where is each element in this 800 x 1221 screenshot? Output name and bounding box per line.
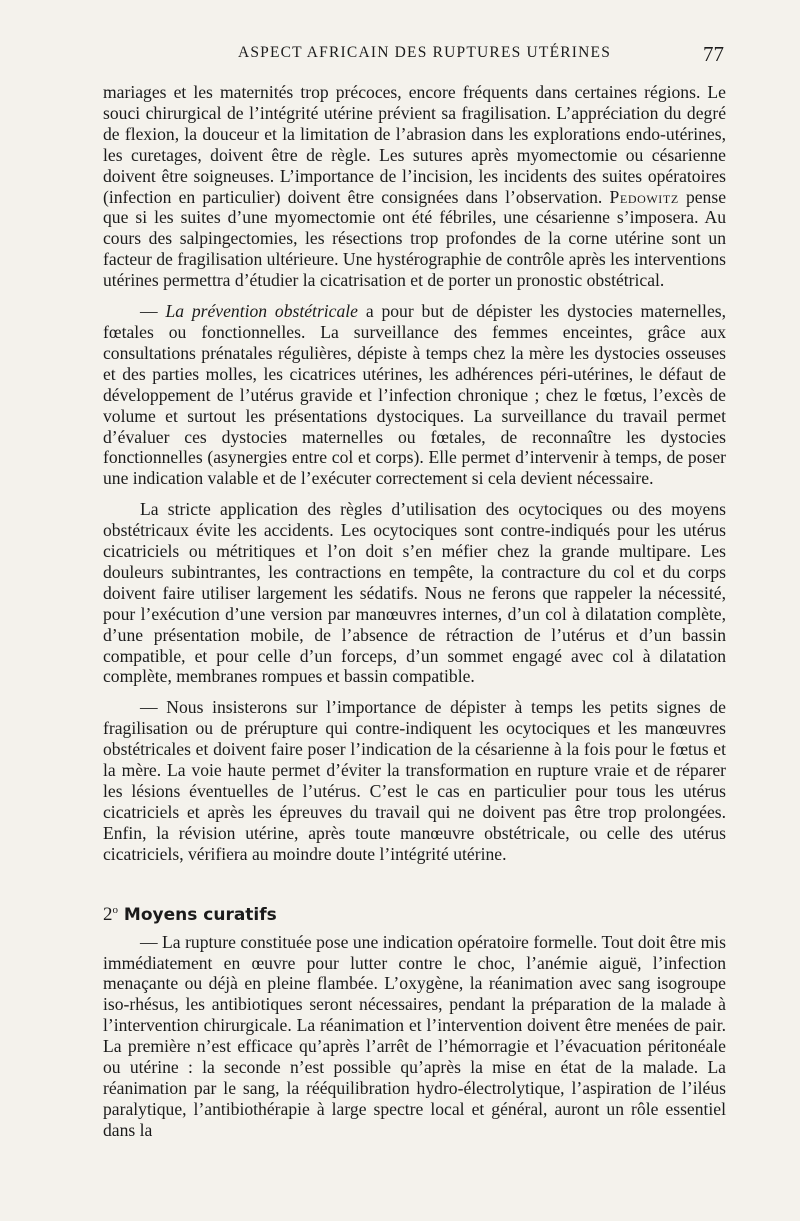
paragraph-text: a pour but de dépister les dystocies maternelles, fœtales ou fonctionnelles. La surveillance des femmes enceintes, grâce aux consultations prénatales régulières, dépiste à temps chez la mère les dystocies osseuses et des parties molles, les cicatrices utérines, les adhérences péri-utérines, le défaut de développement de l’utérus gravide et l’infection chronique ; chez le fœtus, l’excès de volume et surtout les présentations dystociques. La surveillance du travail permet d’évaluer ces dystocies maternelles ou fœtales, de reconnaître les dystocies fonctionnelles (asynergies entre col et corps). Elle permet d’intervenir à temps, de poser une indication valable et de l’exécuter correctement si cela devient nécessaire. <box>103 301 726 489</box>
paragraph-lead-italic: La prévention obstétricale <box>165 301 358 322</box>
section-number <box>103 904 118 925</box>
paragraph-text: pense que si les suites d’une myomectomie ont été fébriles, une césarienne s’imposera. Au cours des salpingectomies, les résections trop profondes de la corne utérine sont un facteur de fragilisation ultérieure. Une hystérographie de contrôle après les interventions utérines permettra d’étudier la cicatrisation et de porter un pronostic obstétrical. <box>103 186 727 291</box>
paragraph-prerupture: — Nous insisterons sur l’importance de dépister à temps les petits signes de fragilisation ou de prérupture qui contre-indiquent les ocytociques et les manœuvres obstétricales et doivent faire poser l’indication de la césarienne à la fois pour le fœtus et la mère. La voie haute permet d’éviter la transformation en rupture vraie et de réparer les lésions éventuelles de l’utérus. C’est le cas en particulier pour tous les utérus cicatriciels et après les épreuves du travail qui ne doivent pas être trop prolongées. Enfin, la révision utérine, après toute manœuvre obstétricale, ou celle des utérus cicatriciels, vérifiera au moindre doute l’intégrité utérine. <box>103 697 726 864</box>
running-title: ASPECT AFRICAIN DES RUPTURES UTÉRINES <box>237 44 612 61</box>
paragraph-ocytociques: La stricte application des règles d’utilisation des ocytociques ou des moyens obstétricaux évite les accidents. Les ocytociques sont contre-indiqués pour les utérus cicatriciels ou métritiques et l’on doit s’en méfier chez la grande multipare. Les douleurs subintrantes, les contractions en tempête, la contracture du col et du corps doivent faire utiliser largement les sédatifs. Nous ne ferons que rappeler la nécessité, pour l’exécution d’une version par manœuvres internes, d’un col à dilatation complète, d’une présentation mobile, de l’absence de rétraction de l’utérus et d’un bassin compatible, et pour celle d’un forceps, d’un sommet engagé avec col à dilatation complète, membranes rompues et bassin compatible. <box>103 499 726 687</box>
paragraph-text: mariages et les maternités trop précoces, encore fréquents dans certaines régions. Le souci chirurgical de l’intégrité utérine prévient sa fragilisation. L’appréciation du degré de flexion, la douceur et la limitation de l’abrasion dans les explorations endo-utérines, les curetages, doivent être de règle. Les sutures après myomectomie ou césarienne doivent être soigneuses. L’importance de l’incision, les incidents des suites opératoires (infection en particulier) doivent être consignées dans l’observation. <box>103 82 726 207</box>
body-text <box>103 82 726 1141</box>
paragraph-fragilisation <box>103 82 726 291</box>
page-number: 77 <box>703 42 724 66</box>
author-name: Pedowitz <box>609 186 679 207</box>
section-number-suffix: o <box>112 903 118 916</box>
paragraph-prevention-obstetricale <box>103 301 726 489</box>
running-header <box>103 44 726 74</box>
em-dash: — <box>140 301 158 322</box>
section-heading <box>103 899 726 926</box>
section-title: Moyens curatifs <box>123 904 277 925</box>
paragraph-rupture-constituee: — La rupture constituée pose une indication opératoire formelle. Tout doit être mis immédiatement en œuvre pour lutter contre le choc, l’anémie aiguë, l’infection menaçante ou déjà en pleine flambée. L’oxygène, la réanimation avec sang isogroupe iso-rhésus, les antibiotiques seront nécessaires, pendant la préparation de la malade à l’intervention chirurgicale. La réanimation et l’intervention doivent être menées de pair. La première n’est efficace qu’après l’arrêt de l’hémorragie et l’évacuation péritonéale ou utérine : la seconde n’est possible qu’après la mise en état de la malade. La réanimation par le sang, la rééquilibration hydro-électrolytique, l’aspiration de l’iléus paralytique, l’antibiothérapie à large spectre local et général, auront un rôle essentiel dans la <box>103 931 726 1140</box>
section-number-value: 2 <box>103 903 113 925</box>
